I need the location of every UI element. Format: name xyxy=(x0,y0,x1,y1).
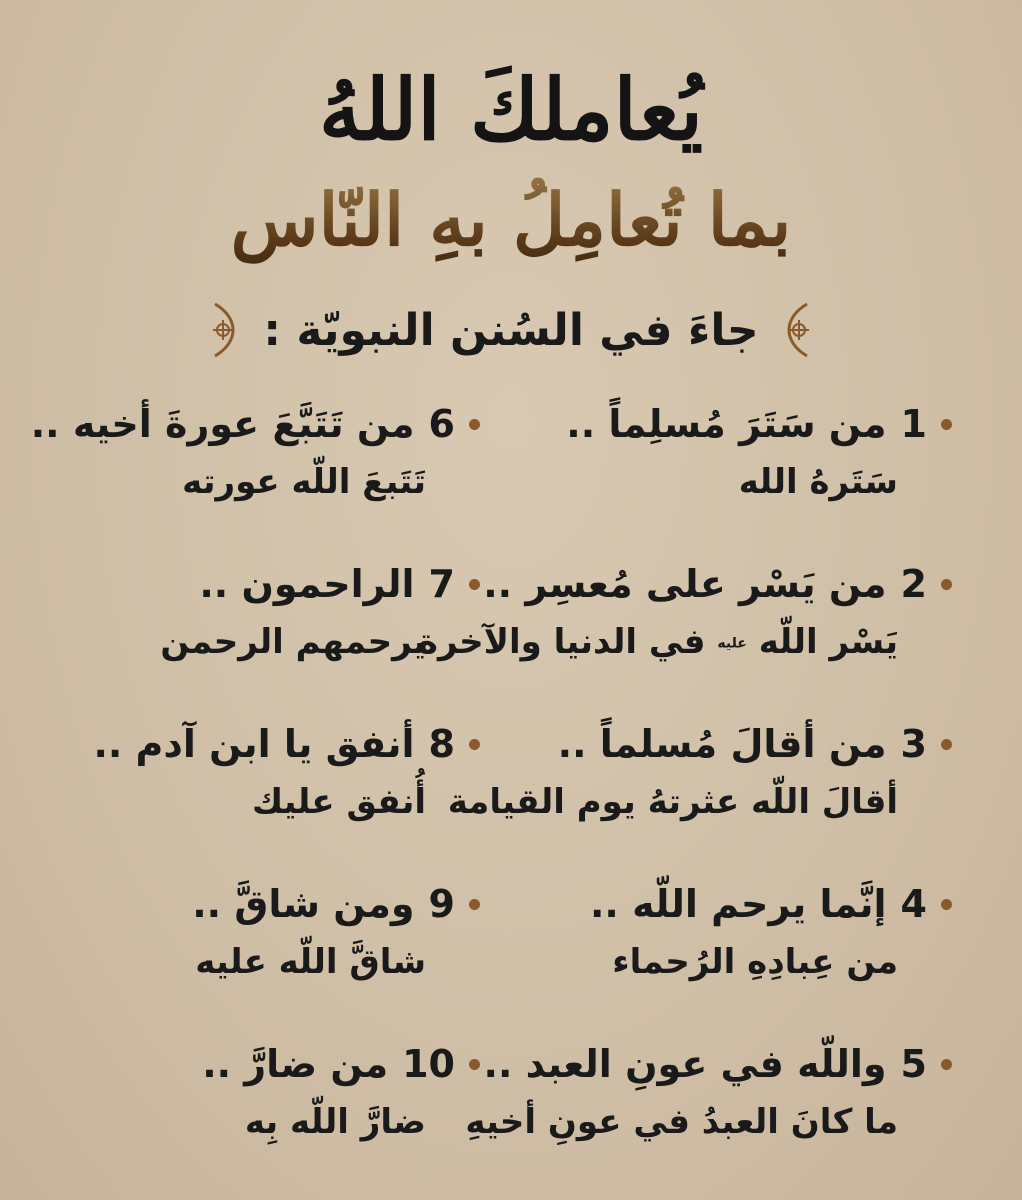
item-line1: إنَّما يرحم اللّه .. xyxy=(590,882,887,926)
sunnah-list xyxy=(30,395,952,1155)
list-item-8 xyxy=(60,715,480,831)
item-number: 4 xyxy=(900,882,927,926)
item-line1: من أقالَ مُسلماً .. xyxy=(557,722,887,766)
list-item-4 xyxy=(532,875,952,991)
ornament-left-icon xyxy=(201,300,245,360)
item-line2: سَتَرهُ الله xyxy=(738,462,898,502)
title-line2: بما تُعامِلُ بهِ النّاس xyxy=(0,170,1022,270)
item-line1: من سَتَرَ مُسلِماً .. xyxy=(566,402,887,446)
item-number: 9 xyxy=(428,882,455,926)
item-line2: أُنفق عليك xyxy=(251,782,426,822)
list-item-2 xyxy=(417,555,952,673)
list-item-6 xyxy=(30,395,480,511)
bullet-icon xyxy=(469,899,480,910)
subtitle: جاءَ في السُنن النبويّة : xyxy=(263,304,759,356)
item-line1: واللّه في عونِ العبد .. xyxy=(483,1042,887,1086)
item-line2-part1: يَسْر اللّه xyxy=(758,622,898,662)
list-item-9 xyxy=(60,875,480,991)
bullet-icon xyxy=(469,579,480,590)
item-number: 5 xyxy=(900,1042,927,1086)
title-line1: يُعاملكَ اللهُ xyxy=(318,60,704,159)
item-line2: شاقَّ اللّه عليه xyxy=(195,942,426,982)
item-line1: أنفق يا ابن آدم .. xyxy=(93,722,415,766)
item-line2-part2: في الدنيا والآخرة xyxy=(417,622,706,662)
item-number: 3 xyxy=(900,722,927,766)
item-number: 8 xyxy=(428,722,455,766)
bullet-icon xyxy=(941,419,952,430)
bullet-icon xyxy=(941,1059,952,1070)
item-line2: تَتَبعَ اللّه عورته xyxy=(182,462,426,502)
item-line1: من تَتَبَّعَ عورةَ أخيه .. xyxy=(30,402,415,446)
item-line2: من عِبادِهِ الرُحماء xyxy=(612,942,898,982)
bullet-icon xyxy=(941,739,952,750)
item-line1: الراحمون .. xyxy=(199,562,415,606)
item-number: 7 xyxy=(428,562,455,606)
item-line1: ومن شاقَّ .. xyxy=(192,882,415,926)
item-line1: من يَسْر على مُعسِر .. xyxy=(483,562,887,606)
item-line2-small: عليه xyxy=(717,635,747,652)
list-item-1 xyxy=(532,395,952,511)
item-line2: أقالَ اللّه عثرتهُ يوم القيامة xyxy=(447,782,898,822)
subtitle-row xyxy=(0,295,1022,365)
item-number: 2 xyxy=(900,562,927,606)
list-item-5 xyxy=(465,1035,952,1151)
list-item-7 xyxy=(60,555,480,671)
item-line2: ما كانَ العبدُ في عونِ أخيهِ xyxy=(465,1102,898,1142)
item-number: 10 xyxy=(402,1042,455,1086)
item-line2: يرحمهم الرحمن xyxy=(160,622,426,662)
bullet-icon xyxy=(469,419,480,430)
ornament-right-icon xyxy=(777,300,821,360)
bullet-icon xyxy=(941,899,952,910)
item-number: 1 xyxy=(900,402,927,446)
bullet-icon xyxy=(469,739,480,750)
bullet-icon xyxy=(469,1059,480,1070)
item-line1: من ضارَّ .. xyxy=(202,1042,389,1086)
list-item-3 xyxy=(447,715,952,831)
bullet-icon xyxy=(941,579,952,590)
list-item-10 xyxy=(60,1035,480,1151)
item-line2 xyxy=(417,613,952,673)
item-line2: ضارَّ اللّه بِه xyxy=(244,1102,426,1142)
item-number: 6 xyxy=(428,402,455,446)
